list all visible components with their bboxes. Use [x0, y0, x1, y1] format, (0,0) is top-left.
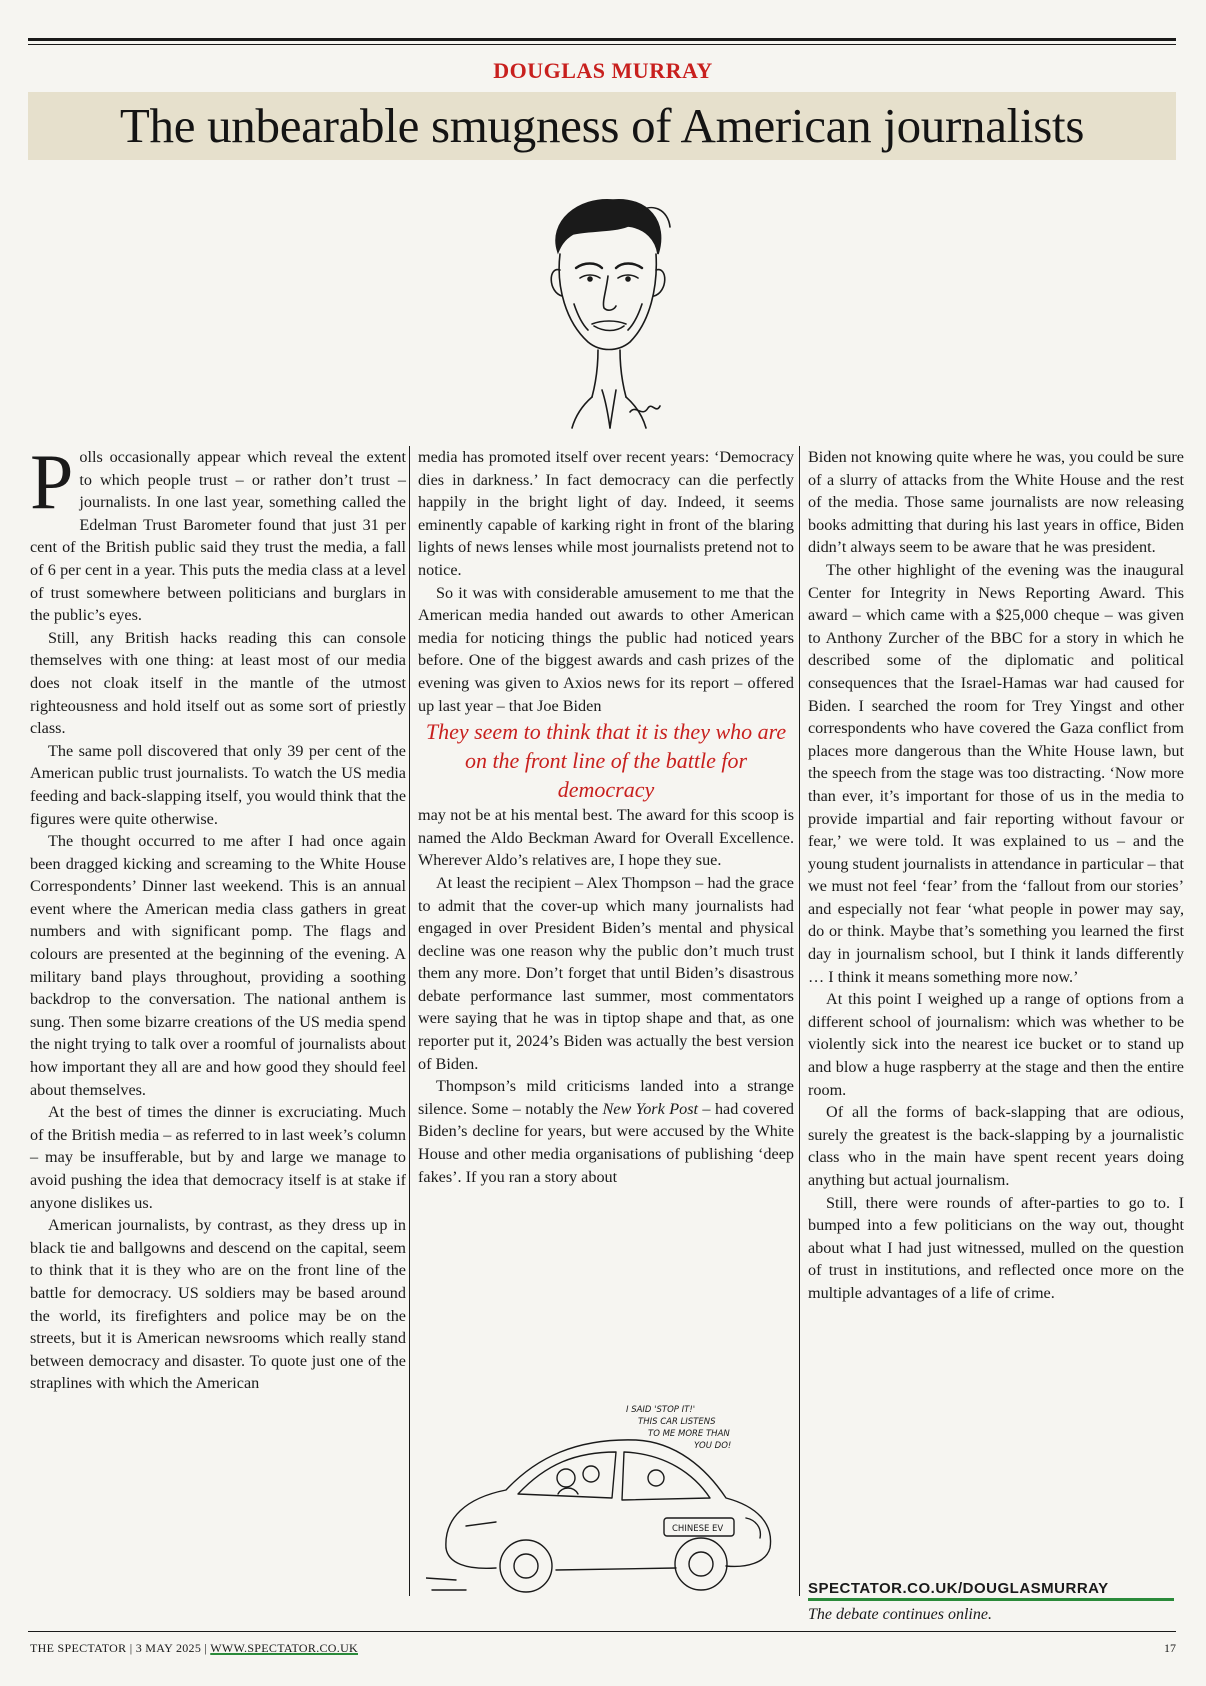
- cartoon-speech-line4: YOU DO!: [694, 1441, 732, 1451]
- column-rule-1: [409, 446, 410, 1596]
- paragraph: Still, any British hacks reading this can console themselves with one thing: at least most of our media does not cloak itself in the mantle of the utmost righteousness and hold itself out as some sort of priestly class.: [30, 628, 406, 738]
- paragraph: media has promoted itself over recent years: ‘Democracy dies in darkness.’ In fact democracy can die perfectly happily in the bright light of day. Indeed, it seems eminently capable of karking right in front of the blaring lights of news lenses while most journalists pretend not to notice.: [418, 448, 794, 579]
- folio-text: THE SPECTATOR | 3 MAY 2025 |: [30, 1641, 211, 1655]
- article-column-3: [808, 446, 1184, 1305]
- paragraph: [418, 1075, 794, 1188]
- pull-quote: They seem to think that it is they who are on the front line of the battle for democracy: [425, 719, 787, 803]
- cartoon-speech-line1: I SAID 'STOP IT!': [626, 1405, 696, 1415]
- footer-note: The debate continues online.: [808, 1606, 992, 1623]
- paragraph: At this point I weighed up a range of options from a different school of journalism: which was whether to be violently sick into the nearest ice bucket or to stand up and blow a huge raspberry at the stage and then the entire room.: [808, 990, 1184, 1099]
- top-rule: [28, 38, 1176, 41]
- paragraph-text: Thompson’s mild criticisms landed into a strange silence. Some – notably the: [418, 1077, 794, 1118]
- car-cartoon-illustration: [426, 1398, 790, 1608]
- publication-name: New York Post: [602, 1099, 698, 1118]
- paragraph: American journalists, by contrast, as they dress up in black tie and ballgowns and descend on the capital, seem to think that it is they who are on the front line of the battle for democracy. US soldiers may be based around the world, its firefighters and police may be on the streets, but it is American newsrooms which really stand between democracy and disaster. To quote just one of the straplines with which the American: [30, 1216, 406, 1393]
- paragraph: Still, there were rounds of after-parties to go to. I bumped into a few politicians on the way out, thought about what I had just witnessed, mulled on the question of trust in institutions, and reflected once more on the multiple advantages of a life of crime.: [808, 1193, 1184, 1302]
- bottom-rule: [28, 1631, 1176, 1632]
- paragraph-text: – had covered Biden’s decline for years, but were accused by the White House and other media organisations of publishing ‘deep fakes’. If you ran a story about: [418, 1099, 794, 1186]
- folio-url-link[interactable]: WWW.SPECTATOR.CO.UK: [210, 1641, 358, 1655]
- cartoon-car-label: CHINESE EV: [672, 1524, 724, 1534]
- paragraph: At the best of times the dinner is excruciating. Much of the British media – as referred to in last week’s column – may be insufferable, but by and large we manage to avoid pushing the idea that democracy itself is at stake if anyone dislikes us.: [30, 1103, 406, 1212]
- drop-cap: P: [30, 438, 74, 525]
- author-web-link-underline: [808, 1598, 1174, 1601]
- top-rule-thin: [28, 44, 1176, 45]
- author-kicker: DOUGLAS MURRAY: [493, 58, 713, 83]
- article-column-2: [418, 446, 794, 1188]
- paragraph: So it was with considerable amusement to me that the American media handed out awards to other American media for noticing things the public had noticed years before. One of the biggest awards and cash prizes of the evening was given to Axios news for its report – offered up last year – that Joe Biden: [418, 583, 794, 715]
- cartoon-speech-line2: THIS CAR LISTENS: [638, 1417, 716, 1427]
- paragraph: may not be at his mental best. The award for this scoop is named the Aldo Beckman Award for Overall Excellence. Wherever Aldo’s relatives are, I hope they sue.: [418, 806, 794, 870]
- folio: [30, 1641, 358, 1656]
- headline: The unbearable smugness of American journalists: [119, 98, 1085, 153]
- paragraph: Of all the forms of back-slapping that are odious, surely the greatest is the back-slapping by a journalistic class who in the main have spent recent years doing anything but actual journalism.: [808, 1103, 1184, 1189]
- paragraph: The thought occurred to me after I had once again been dragged kicking and screaming to the White House Correspondents’ Dinner last weekend. This is an annual event where the American media class gathers in great numbers and with significant pomp. The flags and colours are presented at the beginning of the evening. A military band plays throughout, providing a soothing backdrop to the conversation. The national anthem is sung. Then some bizarre creations of the US media spend the night trying to talk over a roomful of journalists about how important they all are and how good they should feel about themselves.: [30, 832, 406, 1099]
- article-column-1: [30, 438, 406, 1395]
- paragraph: Biden not knowing quite where he was, you could be sure of a slurry of attacks from the White House and the rest of the media. Those same journalists are now releasing books admitting that during his last years in office, Biden didn’t always seem to be aware that he was president.: [808, 448, 1184, 557]
- paragraph-text: olls occasionally appear which reveal the extent to which people trust – or rather don’t trust – journalists. In one last year, something called the Edelman Trust Barometer found that just 31 per cent of the British public said they trust the media, a fall of 6 per cent in a year. This puts the media class at a level of trust somewhere between politicians and burglars in the public’s eyes.: [30, 448, 406, 625]
- column-rule-2: [799, 446, 800, 1596]
- cartoon-speech-line3: TO ME MORE THAN: [648, 1429, 730, 1439]
- paragraph: [30, 438, 406, 627]
- paragraph: The other highlight of the evening was the inaugural Center for Integrity in News Reporting Award. This award – which came with a $25,000 cheque – was given to Anthony Zurcher of the BBC for a story in which he described some of the diplomatic and political consequences that the Israel-Hamas war had caused for Biden. I searched the room for Trey Yingst and other correspondents who have covered the Gaza conflict from places more dangerous than the White House lawn, but the speech from the stage was too distracting. ‘Now more than ever, it’s important for those of us in the media to provide impartial and fair reporting without favour or fear,’ we were told. It was explained to us – and the young student journalists in attendance in particular – that we must not feel ‘fear’ from the ‘fallout from our stories’ and especially not fear ‘what people in power may say, do or think. Maybe that’s something you learned the first day in journalism school, but I think it lands differently … I think it means something more now.’: [808, 560, 1184, 986]
- paragraph: At least the recipient – Alex Thompson – had the grace to admit that the cover-up which many journalists had engaged in over President Biden’s mental and physical decline was one reason why the public don’t much trust them any more. Don’t forget that until Biden’s disastrous debate performance last summer, most commentators were saying that he was in tiptop shape and that, as one reporter put it, 2024’s Biden was actually the best version of Biden.: [418, 873, 794, 1073]
- author-web-link[interactable]: SPECTATOR.CO.UK/DOUGLASMURRAY: [808, 1580, 1109, 1597]
- caricature-portrait-illustration: [518, 192, 688, 432]
- page-number: 17: [1164, 1641, 1176, 1655]
- paragraph: The same poll discovered that only 39 per cent of the American public trust journalists. To watch the US media feeding and back-slapping itself, you would think that the figures were quite otherwise.: [30, 741, 406, 828]
